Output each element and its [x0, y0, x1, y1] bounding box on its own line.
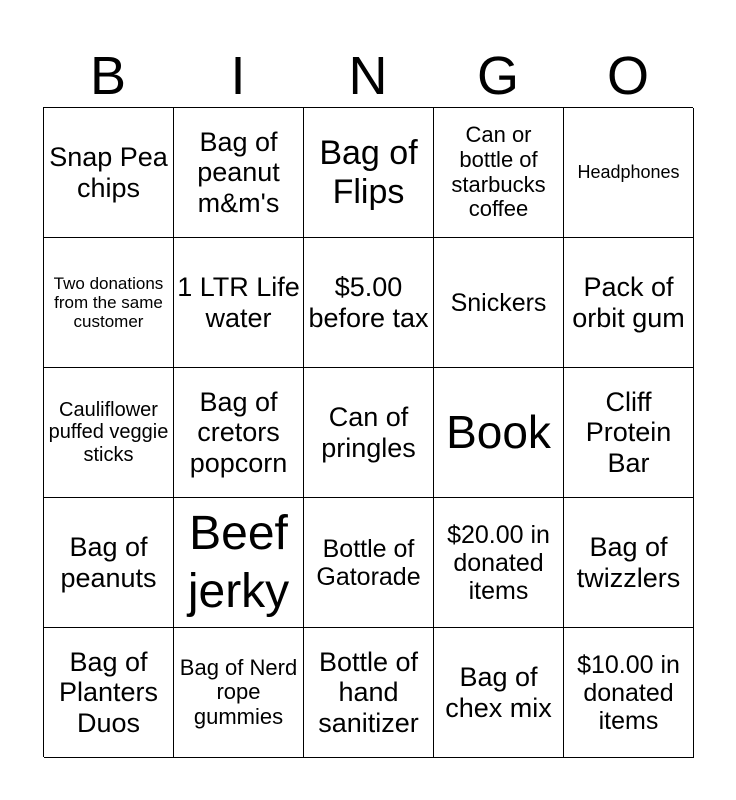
- header-letter-i: I: [230, 46, 246, 106]
- bingo-cell[interactable]: Cliff Protein Bar: [564, 368, 694, 498]
- header-letter-o: O: [606, 46, 649, 106]
- bingo-cell[interactable]: Headphones: [564, 108, 694, 238]
- bingo-cell[interactable]: Bag of chex mix: [434, 628, 564, 758]
- bingo-cell[interactable]: Can of pringles: [304, 368, 434, 498]
- bingo-card: [43, 107, 693, 757]
- header-letter-g: G: [476, 46, 519, 106]
- bingo-cell[interactable]: Bag of Flips: [304, 108, 434, 238]
- bingo-cell[interactable]: Cauliflower puffed veggie sticks: [44, 368, 174, 498]
- bingo-cell[interactable]: $10.00 in donated items: [564, 628, 694, 758]
- bingo-cell[interactable]: Snap Pea chips: [44, 108, 174, 238]
- bingo-cell[interactable]: Bag of peanuts: [44, 498, 174, 628]
- bingo-cell[interactable]: Bottle of hand sanitizer: [304, 628, 434, 758]
- bingo-header: [43, 44, 693, 108]
- header-letter-n: N: [348, 46, 388, 106]
- header-letter-b: B: [89, 46, 127, 106]
- bingo-cell[interactable]: Bag of cretors popcorn: [174, 368, 304, 498]
- bingo-cell[interactable]: Beef jerky: [174, 498, 304, 628]
- bingo-cell[interactable]: Bag of Nerd rope gummies: [174, 628, 304, 758]
- bingo-cell[interactable]: Snickers: [434, 238, 564, 368]
- bingo-cell[interactable]: 1 LTR Life water: [174, 238, 304, 368]
- bingo-cell[interactable]: Book: [434, 368, 564, 498]
- bingo-cell[interactable]: Pack of orbit gum: [564, 238, 694, 368]
- bingo-cell[interactable]: Bag of twizzlers: [564, 498, 694, 628]
- bingo-cell[interactable]: Bag of Planters Duos: [44, 628, 174, 758]
- bingo-cell[interactable]: Two donations from the same customer: [44, 238, 174, 368]
- bingo-cell[interactable]: Bottle of Gatorade: [304, 498, 434, 628]
- bingo-cell[interactable]: Bag of peanut m&m's: [174, 108, 304, 238]
- bingo-cell[interactable]: $20.00 in donated items: [434, 498, 564, 628]
- bingo-cell[interactable]: $5.00 before tax: [304, 238, 434, 368]
- bingo-cell[interactable]: Can or bottle of starbucks coffee: [434, 108, 564, 238]
